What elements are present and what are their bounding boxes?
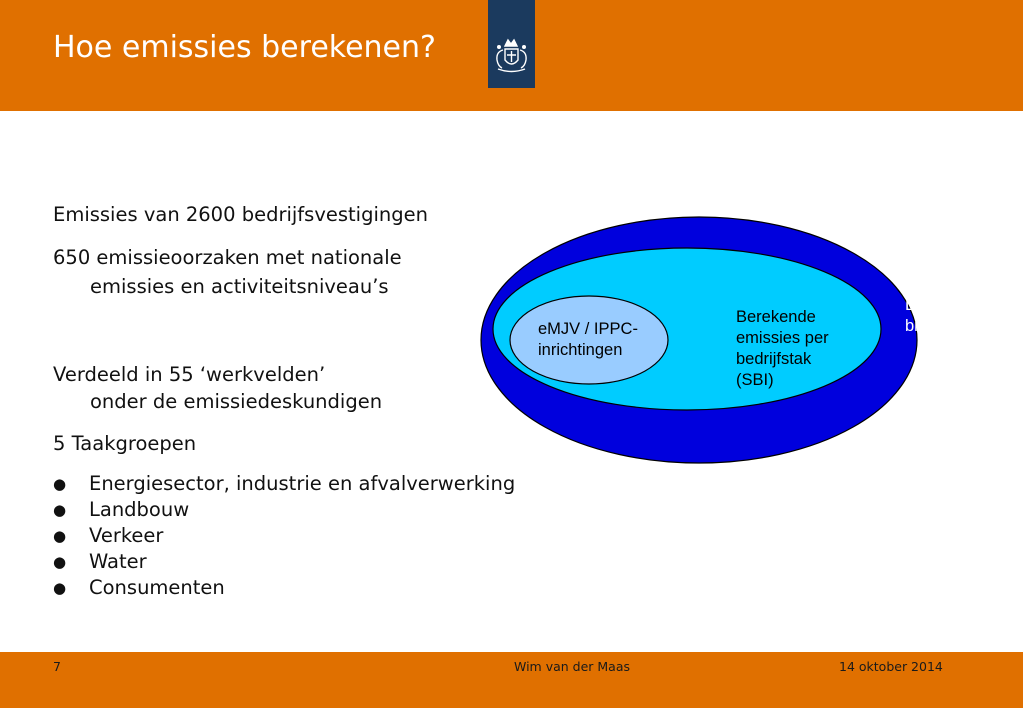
text-line-emissieoorzaken: 650 emissieoorzaken met nationale [53, 246, 402, 269]
list-item [53, 549, 515, 575]
taakgroepen-list [53, 471, 515, 601]
diagram-label-diffuse: Diffuse bronnen [905, 296, 966, 335]
text-line-taakgroepen: 5 Taakgroepen [53, 432, 197, 455]
list-item-label: Verkeer [89, 524, 164, 547]
bullet-icon: ● [53, 579, 67, 597]
diagram-label-emjv: eMJV / IPPC- inrichtingen [538, 320, 638, 359]
text-line-emissiedeskundigen: onder de emissiedeskundigen [90, 390, 383, 413]
page-number: 7 [53, 659, 61, 674]
emission-sources-diagram [478, 215, 1023, 470]
list-item-label: Consumenten [89, 576, 225, 599]
bullet-icon: ● [53, 501, 67, 519]
diagram-label-sbi: Berekende emissies per bedrijfstak (SBI) [736, 308, 829, 389]
list-item [53, 471, 515, 497]
bullet-icon: ● [53, 527, 67, 545]
list-item-label: Landbouw [89, 498, 190, 521]
bullet-icon: ● [53, 553, 67, 571]
bullet-icon: ● [53, 475, 67, 493]
footer-author: Wim van der Maas [514, 659, 631, 674]
footer-date: 14 oktober 2014 [839, 659, 943, 674]
slide-title: Hoe emissies berekenen? [53, 30, 436, 65]
text-line-bedrijfsvestigingen: Emissies van 2600 bedrijfsvestigingen [53, 203, 428, 226]
list-item-label: Water [89, 550, 147, 573]
list-item [53, 575, 515, 601]
text-line-activiteitsniveaus: emissies en activiteitsniveau’s [90, 275, 389, 298]
list-item [53, 523, 515, 549]
list-item-label: Energiesector, industrie en afvalverwerking [89, 472, 516, 495]
text-line-werkvelden: Verdeeld in 55 ‘werkvelden’ [53, 363, 326, 386]
list-item [53, 497, 515, 523]
coat-of-arms-logo [488, 0, 535, 88]
